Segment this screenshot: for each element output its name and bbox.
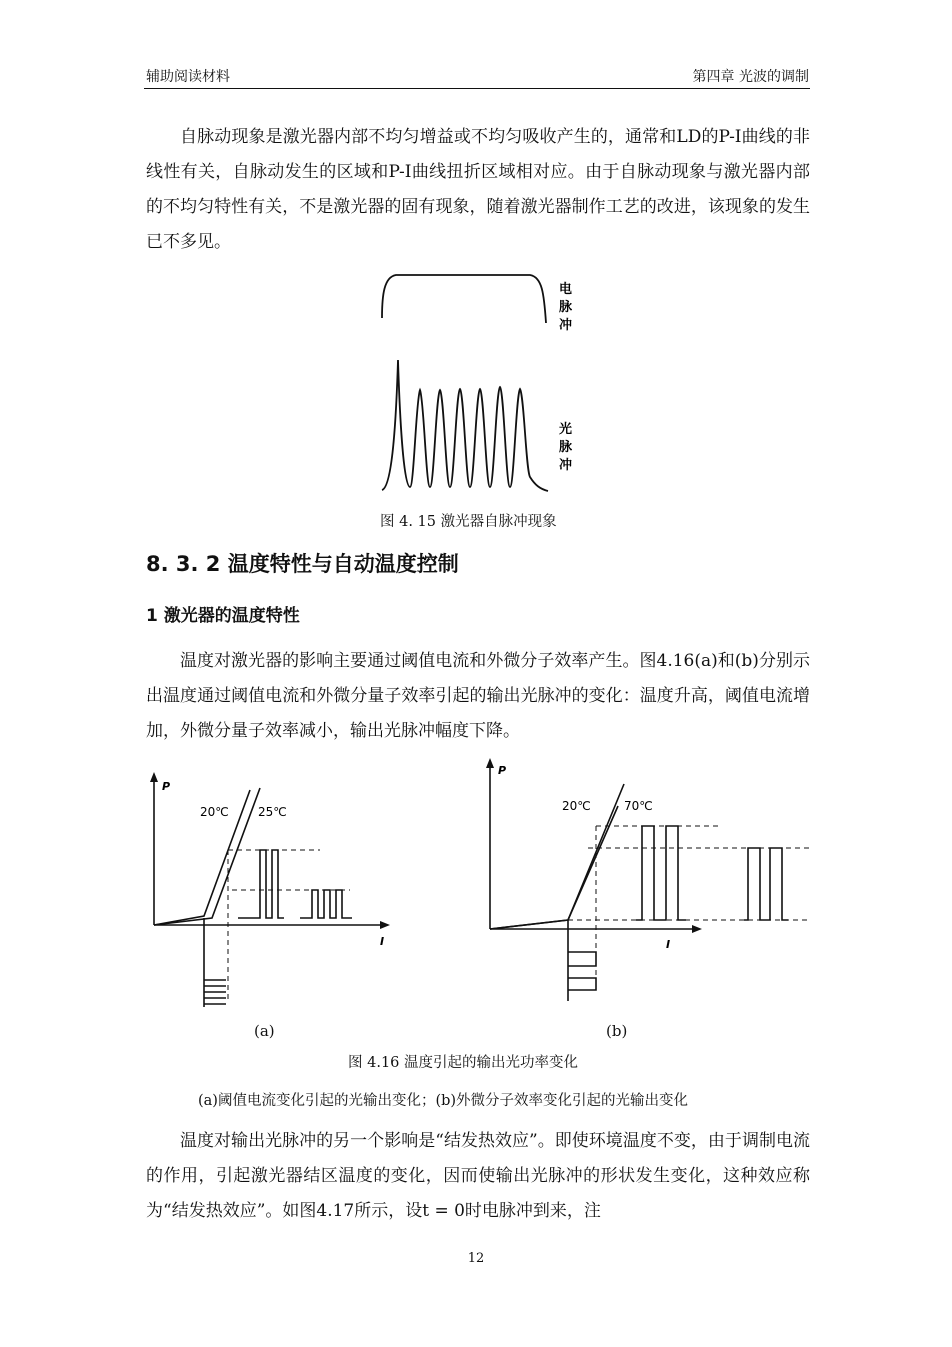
electric-label-3: 冲 xyxy=(559,318,573,333)
header-rule xyxy=(144,88,810,89)
figure-4-16a xyxy=(140,770,400,1015)
electric-label-1: 电 xyxy=(559,282,573,297)
optical-label-1: 光 xyxy=(559,422,573,437)
figure-4-16b xyxy=(476,756,816,1011)
optical-label-3: 冲 xyxy=(559,458,573,473)
curve-label-70c: 70℃ xyxy=(624,799,653,813)
header-right: 第四章 光波的调制 xyxy=(692,69,809,85)
figure-4-16-caption: 图 4.16 温度引起的输出光功率变化 xyxy=(348,1055,579,1071)
axis-p-label: P xyxy=(162,780,171,793)
axis-i-label: I xyxy=(380,935,385,948)
page-number: 12 xyxy=(467,1251,485,1266)
figure-4-15 xyxy=(370,265,590,500)
figure-4-15-caption: 图 4. 15 激光器自脉冲现象 xyxy=(380,514,557,530)
axis-p-label: P xyxy=(498,764,507,777)
header-left: 辅助阅读材料 xyxy=(146,69,230,85)
optical-pulse-curve xyxy=(382,360,548,491)
paragraph-temperature-effect: 温度对激光器的影响主要通过阈值电流和外微分子效率产生。图4.16(a)和(b)分别示出温度通过阈值电流和外微分量子效率引起的输出光脉冲的变化：温度升高，阈值电流增加，外微分量子效率减小，输出光脉冲幅度下降。 xyxy=(146,651,810,741)
curve-label-20c: 20℃ xyxy=(562,799,591,813)
electric-pulse-curve xyxy=(382,275,546,323)
axis-i-label: I xyxy=(666,938,671,951)
optical-label-2: 脉 xyxy=(559,440,573,455)
curve-label-25c: 25℃ xyxy=(258,805,287,819)
paragraph-junction-heating: 温度对输出光脉冲的另一个影响是“结发热效应”。即使环境温度不变，由于调制电流的作用，引起激光器结区温度的变化，因而使输出光脉冲的形状发生变化，这种效应称为“结发热效应”。如图4.17所示，设t = 0时电脉冲到来，注 xyxy=(146,1131,810,1221)
paragraph-self-pulsation: 自脉动现象是激光器内部不均匀增益或不均匀吸收产生的，通常和LD的P-I曲线的非线性有关，自脉动发生的区域和P-I曲线扭折区域相对应。由于自脉动现象与激光器内部的不均匀特性有关，不是激光器的固有现象，随着激光器制作工艺的改进，该现象的发生已不多见。 xyxy=(146,127,810,252)
figure-4-16b-label: (b) xyxy=(606,1022,628,1040)
section-heading: 8. 3. 2 温度特性与自动温度控制 xyxy=(146,552,459,576)
subsection-heading: 1 激光器的温度特性 xyxy=(146,606,300,626)
electric-label-2: 脉 xyxy=(559,300,573,315)
figure-4-16a-label: (a) xyxy=(254,1022,275,1040)
figure-4-16-subcaption: (a)阈值电流变化引起的光输出变化；(b)外微分子效率变化引起的光输出变化 xyxy=(198,1093,689,1109)
curve-label-20c: 20℃ xyxy=(200,805,229,819)
